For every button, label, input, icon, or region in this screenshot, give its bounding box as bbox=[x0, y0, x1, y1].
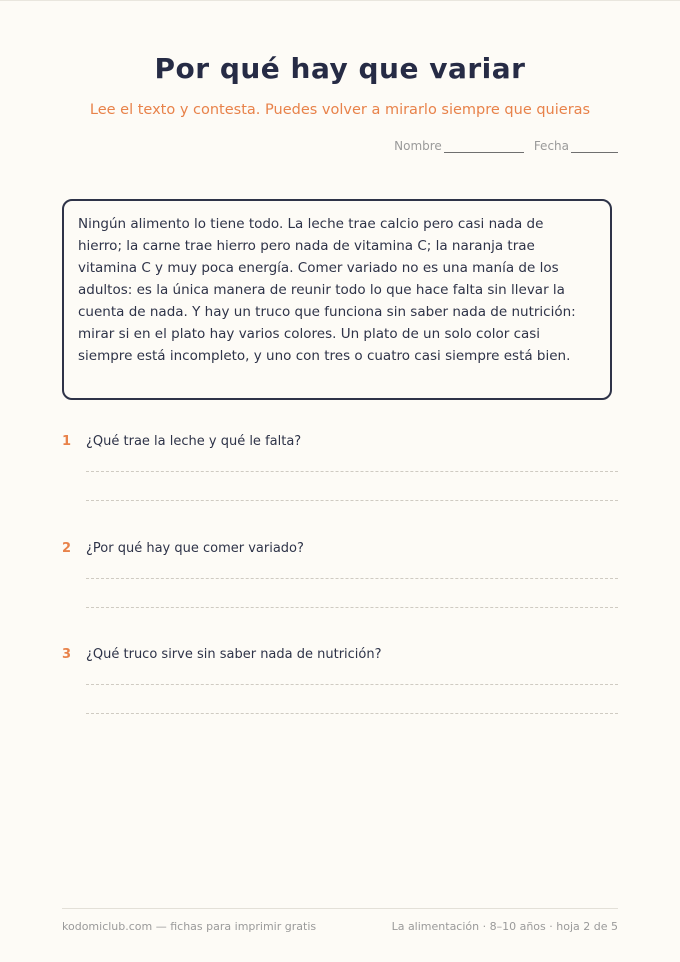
question-1 bbox=[62, 434, 618, 501]
name-date-fields bbox=[394, 139, 618, 153]
page-title: Por qué hay que variar bbox=[154, 52, 526, 85]
answer-line bbox=[86, 500, 618, 501]
question-text: ¿Qué trae la leche y qué le falta? bbox=[86, 434, 302, 449]
footer-sheet-info: La alimentación · 8–10 años · hoja 2 de 5 bbox=[391, 920, 618, 933]
question-3 bbox=[62, 647, 618, 714]
date-label: Fecha bbox=[533, 139, 569, 153]
answer-line bbox=[86, 607, 618, 608]
question-number: 2 bbox=[62, 541, 72, 556]
instructions: Lee el texto y contesta. Puedes volver a mirarlo siempre que quieras bbox=[89, 102, 591, 118]
reading-passage: Ningún alimento lo tiene todo. La leche trae calcio pero casi nada de hierro; la carne trae hierro pero nada de vitamina C; la naranja trae vitamina C y muy poca energía. Comer variado no es una manía de los adultos: es la única manera de reunir todo lo que hace falta sin llevar la cuenta de nada. Y hay un truco que funciona sin saber nada de nutrición: mirar si en el plato hay varios colores. Un plato de un solo color casi siempre está incompleto, y uno con tres o cuatro casi siempre está bien. bbox=[62, 199, 612, 400]
name-blank bbox=[444, 140, 524, 153]
footer-site: kodomiclub.com — fichas para imprimir gratis bbox=[62, 920, 317, 933]
answer-line bbox=[86, 471, 618, 472]
date-blank bbox=[571, 140, 618, 153]
question-text: ¿Por qué hay que comer variado? bbox=[86, 541, 304, 556]
question-number: 1 bbox=[62, 434, 72, 449]
question-number: 3 bbox=[62, 647, 72, 662]
question-2 bbox=[62, 541, 618, 608]
answer-line bbox=[86, 713, 618, 714]
footer-divider bbox=[62, 908, 618, 909]
top-border bbox=[0, 0, 680, 1]
answer-line bbox=[86, 578, 618, 579]
name-label: Nombre bbox=[394, 139, 442, 153]
answer-line bbox=[86, 684, 618, 685]
question-text: ¿Qué truco sirve sin saber nada de nutrición? bbox=[86, 647, 382, 662]
